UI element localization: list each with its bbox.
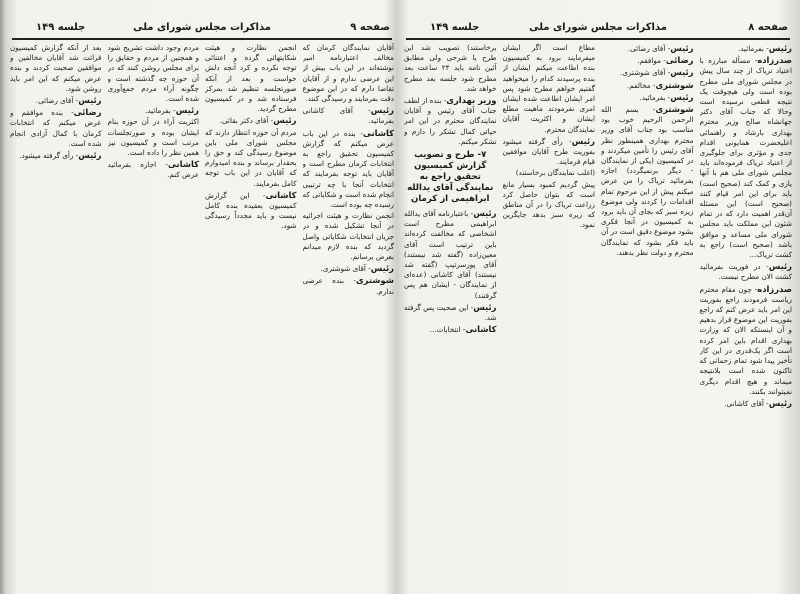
separator: - [441,96,447,106]
paragraph [601,80,694,91]
paragraph [205,115,297,126]
separator: - [468,209,474,219]
paragraph [503,136,596,168]
page-header [402,22,794,38]
separator: - [73,151,79,161]
speaker-name: رئیس [78,150,102,161]
separator: - [63,108,74,118]
paragraph [700,284,793,397]
text-column [303,43,395,590]
paragraph [404,324,497,335]
speaker-name: کاشانی [362,127,394,138]
speaker-name: رضائی [665,55,694,66]
paragraph-text: مطاع است اگر ایشان میفرمایند برود به کمیسیون بنده اطاعت میکنم ایشان از بنده پرسیدند کدام را میخواهید گفتیم خواهم مطرح شود پس امر ایشان اطاعت شده ایشان امری نفرمودند ماهیت مطلع ایشان و اکثریت آقایان نمایندگان محترم. [502,43,595,134]
separator: - [750,56,758,66]
paragraph [303,105,395,126]
paragraph-text: انجمن نظارت و هیئت شکایتهائی گرده و اعتنائی توجه نکرده و کرد آنچه دلش خواست و بعد از آنکه صورتجلسه تنظیم شد بمرکز فرستاده شد و در کمیسیون مطرح گردید. [205,43,297,114]
separator: - [355,128,363,138]
paragraph-text: انجمن نظارت و هیئت اجرائیه در آنجا تشکیل شده و در جریان انتخابات شکایاتی واصل گردید که بنده لازم میدانم بعرض برسانم. [302,211,394,262]
paragraph-text: این گزارش کمیسیون بعقیده بنده کامل نیست و باید مجدداً رسیدگی شود. [205,190,297,231]
speaker-name: رئیس [370,263,394,274]
separator: - [751,284,758,294]
speaker-name: رئیس [273,115,297,126]
paragraph-text: آقای کاشانی بفرمائید. [302,106,394,126]
paragraph-text: رأی گرفته میشود بفوریت طرح آقایان موافقین قیام فرمایند. [502,136,595,167]
paragraph [205,190,297,232]
speaker-name: رئیس [473,208,497,219]
page-right [402,0,794,594]
paragraph [503,180,596,231]
speaker-name: وزیر بهداری [446,95,497,106]
separator: - [156,160,168,170]
speaker-name: شوشتری [655,79,694,90]
speaker-name: رئیس [370,105,394,116]
paragraph [503,168,596,178]
text-columns [404,43,792,590]
separator: - [343,276,356,286]
page-number: صفحه ۸ [748,22,788,33]
separator: - [665,92,671,102]
speaker-name: رئیس [768,261,792,272]
paragraph-text: بفرمائید. [639,92,666,102]
paragraph-text: بنده در این باب عرض میکنم که گزارش کمیسیون تحقیق راجع به انتخابات کرمان مطرح است و آقایان باید توجه بفرمایند که انتخابات آنجا با چه ترتیبی انجام شده است و شکایاتی که رسیده چه بوده است. [302,128,394,210]
paragraph [10,43,102,94]
speaker-name: رضائی [73,107,102,118]
paragraph-text: در فوریت بفرمائید کشت الان مطرح نیست. [699,262,792,282]
paragraph-text: بعد از آنکه گزارش کمیسیون قرائت شد آقایان مخالفین و موافقین صحبت کردند و بنده عرض میکنم که این امر باید روشن شود. [10,43,102,93]
paragraph [700,398,793,409]
paragraph-text: بنده از لطف جناب آقای رئیس و آقایان نمایندگان محترم در این امر حیاتی کمال تشکر را دارم و تشکر میکنم. [404,96,497,146]
separator: - [650,80,656,90]
paragraph [205,128,297,189]
paragraph-text: انتخابات... [429,325,461,335]
separator: - [468,302,474,312]
speaker-name: رئیس [768,397,792,408]
paragraph-text: بنده عرضی ندارم. [302,276,394,296]
publication-title: مذاکرات مجلس شورای ملی [133,22,271,33]
page-header [8,22,396,38]
paragraph-text: اکثریت آراء در آن حوزه بنام ایشان بوده و صورتجلسات مرتب است و کمیسیون نیز همین نظر را داده است. [107,117,199,158]
paragraph-text: بنده موافقم و عرض میکنم که انتخابات کرمان با کمال آزادی انجام شده است. [10,108,102,148]
paragraph [205,43,297,114]
paragraph [108,43,200,104]
separator: - [660,56,666,66]
speaker-name: رئیس [78,95,102,106]
paragraph [503,43,596,135]
separator: - [665,44,671,53]
paragraph [601,104,694,258]
speaker-name: رئیس [670,67,694,78]
paragraph-text: این صحبت پس گرفته شد. [404,302,497,323]
paragraph [108,117,200,158]
paragraph [10,107,102,149]
speaker-name: کاشانی [465,324,497,335]
paragraph [10,150,102,161]
paragraph [10,95,102,106]
paragraph-text: موافقم. [637,56,661,66]
text-column [205,43,297,590]
paragraph-text: آقای رضائی. [35,96,74,106]
speaker-name: رئیس [571,135,595,146]
paragraph [601,67,694,78]
paragraph [303,275,395,296]
speaker-name: شوشتری [355,275,394,286]
separator: - [352,106,371,116]
paragraph-text: (اغلب نمایندگان برخاستند) [515,168,595,178]
paragraph [303,43,395,104]
paragraph [303,128,395,211]
paragraph [700,43,793,54]
speaker-name: صدرزاده [757,55,792,66]
page-left [8,0,396,594]
speaker-name: رئیس [670,43,694,53]
paragraph [601,43,694,54]
text-columns [10,43,394,590]
separator: - [73,96,79,106]
paragraph [601,55,694,66]
header-rule [406,38,790,40]
section-heading: ۷- طرح و تصویب گزارش کمیسیون تحقیق راجع به نمایندگی آقای یدالله ابراهیمی از کرمان [407,150,494,205]
session-number: جلسه ۱۴۹ [430,22,480,33]
paragraph-text: آقای شوشتری. [320,264,366,274]
paragraph-text: مردم آن حوزه انتظار دارند که مجلس شورای ملی باین موضوع رسیدگی کند و حق را بحقدار برساند و بنده امیدوارم که آقایان در این باب توجه کامل بفرمایند. [205,127,297,188]
separator: - [460,325,466,335]
paragraph-text: آقای شوشتری. [620,68,666,78]
paragraph [404,208,497,301]
header-rule [12,38,392,40]
separator: - [763,44,769,53]
text-column [404,43,497,590]
separator: - [638,105,656,115]
separator: - [249,190,266,200]
separator: - [665,68,671,78]
paragraph-text: آقای دکتر بقائی. [219,116,269,126]
paragraph-text: بسم الله الرحمن الرحیم خوب بود مناسب بود جناب آقای وزیر محترم بهداری همینطور نظر آقای رئیس را تأمین میکردند و در کمیسیون (یکی از نمایندگان - دیگر برنمیگردد) اجازه بفرمائید تریاک را من عرض میکنم پیش از این مرحوم تمام اقدامات را کردند ولی موضوع زیره سبز که بجای آن باید برود به کمیسیون در آنجا فکری بشود موضوع دقیق است در آن باید فکر بشود که نمایندگان محترم و دولت نظر بدهند. [601,105,694,257]
page-number: صفحه ۹ [350,22,390,33]
paragraph-text: آقایان نمایندگان کرمان که مخالف اعتبارنامه امیر نوشته‌اند در این باب بیش از این عرضی ندارم و از آقایان تقاضا دارم که در این موضوع دقت بفرمایند و رسیدگی کنند. [302,43,394,104]
publication-title: مذاکرات مجلس شورای ملی [529,22,667,33]
paragraph-text: برخاستند) تصویب شد این طرح با شرحی ولی مطابق آئین نامه باید ۲۴ ساعت بعد مطرح شود جلسه بعد مطرح خواهد شد. [404,43,497,93]
paragraph-text: مردم وجود داشت تشریح شود و همچنین از مردم و حقایق را برای مجلس روشن کنند که در آن حوزه چه گذشته است و چگونه آراء مردم جمع‌آوری شده است. [107,43,199,104]
paragraph-text: پیش گردیم کمبود بسیار مانع است که بتوان حاصل کرد زراعت تریاک را در آن مناطق که زیره سبز بدهد جایگزین نمود. [502,179,595,230]
paragraph-text: باعتبارنامه آقای یدالله ابراهیمی مطرح است اشخاصی که مخالفت کرده‌اند باین ترتیب است آقای معین‌زاده (گفته شد نیستند) آقای پورسرتیپ (گفته شد نیستند) آقای کاشانی (عده‌ای از نمایندگان - ایشان هم پس گرفتند) [404,209,497,300]
session-number: جلسه ۱۴۹ [36,22,86,33]
speaker-name: رئیس [473,301,497,312]
paragraph-text: رأی گرفته میشود. [19,151,74,161]
paragraph [700,261,793,282]
paragraph-text: مخالفم. [627,80,651,90]
paragraph [303,211,395,262]
paragraph [700,55,793,260]
speaker-name: کاشانی [265,189,297,200]
text-column [108,43,200,590]
paragraph [404,302,497,323]
separator: - [268,116,274,126]
text-column [700,43,793,590]
paragraph [404,43,497,94]
separator: - [170,106,176,116]
paragraph-text: بفرمائید. [738,44,764,53]
paragraph-text: چون مقام محترم ریاست فرمودند راجع بفوریت این امر باید عرض کنم که راجع بفوریت این موضوع قرار بدهیم و آن اینستکه الان که وزارت بهداری اقدام باین امر کرده است اگر یک‌قدری در این کار تأخیر پیدا شود تمام زحماتی که تاکنون شده است بلانتیجه میماند و هیچ اقدام دیگری نمیتوانند بکنند. [699,284,792,396]
separator: - [760,262,769,272]
separator: - [365,264,371,274]
speaker-name: کاشانی [167,159,199,170]
separator: - [763,398,769,408]
speaker-name: صدرزاده [757,283,792,294]
text-column [601,43,694,590]
paragraph [108,105,200,116]
text-column [503,43,596,590]
separator: - [562,136,572,146]
paragraph-text: مسأله مبارزه با اعتیاد تریاک از چند سال پیش در مجلس شورای ملی مطرح بوده است ولی هیچوقت یک نتیجه قطعی نرسیده است وحالا که جناب آقای دکتر جهانشاه صالح وزیر محترم بهداری بارشاد و راهنمائی اعلیحضرت همایونی اقدام جدی و مؤثری برای جلوگیری از اعتیاد تریاک فرموده‌اند باید مجلس شورای ملی هم با آنها یاری و کمک کند (صحیح است) باید برای این امر قیام کنند (صحیح است) این مسئله آن‌قدر اهمیت دارد که در تمام شئون این مملکت باید مجلس شورای ملی مساعد و موافق باشد (صحیح است) راجع به کشت تریاک... [699,56,792,260]
paragraph [303,263,395,274]
paragraph [404,95,497,147]
paragraph-text: آقای رضائی. [627,44,666,53]
paragraph [108,159,200,180]
text-column [10,43,102,590]
speaker-name: رئیس [768,43,792,53]
paragraph [601,92,694,103]
paragraph-text: اجازه بفرمائید عرض کنم. [107,160,199,180]
paragraph-text: بفرمائید. [145,106,171,116]
speaker-name: شوشتری [655,104,694,115]
speaker-name: رئیس [175,105,199,116]
paragraph-text: آقای کاشانی. [724,398,764,408]
speaker-name: رئیس [670,91,694,102]
